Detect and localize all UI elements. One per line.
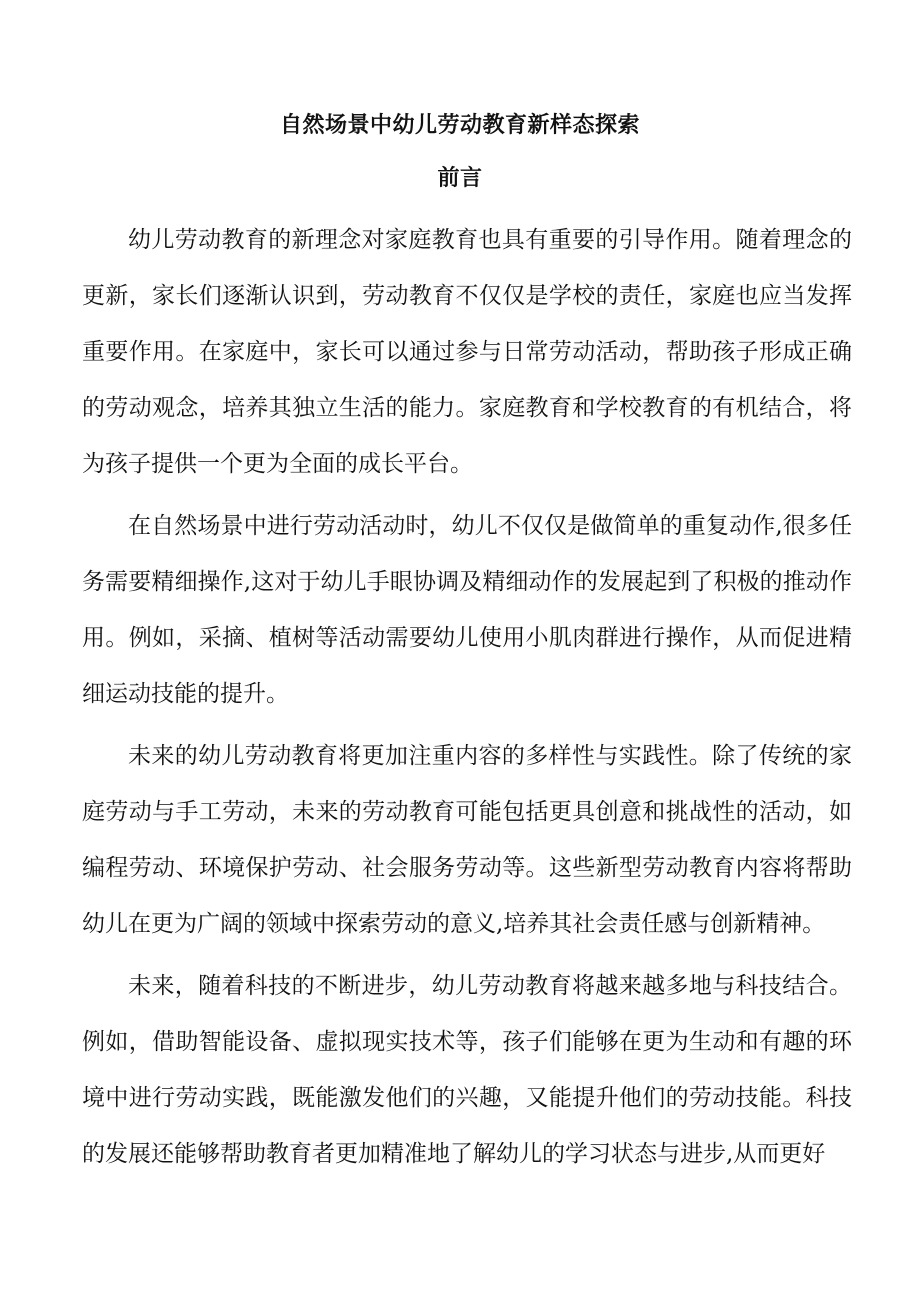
paragraph: 幼儿劳动教育的新理念对家庭教育也具有重要的引导作用。随着理念的更新，家长们逐渐认识到，劳动教育不仅仅是学校的责任，家庭也应当发挥重要作用。在家庭中，家长可以通过参与日常劳动活动，帮助孩子形成正确的劳动观念，培养其独立生活的能力。家庭教育和学校教育的有机结合，将为孩子提供一个更为全面的成长平台。 xyxy=(82,227,852,477)
document-body xyxy=(82,212,852,1188)
document-title: 自然场景中幼儿劳动教育新样态探索 xyxy=(279,113,640,138)
section-heading: 前言 xyxy=(437,166,483,191)
paragraph: 未来的幼儿劳动教育将更加注重内容的多样性与实践性。除了传统的家庭劳动与手工劳动，未来的劳动教育可能包括更具创意和挑战性的活动，如编程劳动、环境保护劳动、社会服务劳动等。这些新型劳动教育内容将帮助幼儿在更为广阔的领域中探索劳动的意义,培养其社会责任感与创新精神。 xyxy=(82,743,852,937)
paragraph: 在自然场景中进行劳动活动时，幼儿不仅仅是做简单的重复动作,很多任务需要精细操作,这对于幼儿手眼协调及精细动作的发展起到了积极的推动作用。例如，采摘、植树等活动需要幼儿使用小肌肉群进行操作，从而促进精细运动技能的提升。 xyxy=(82,513,852,707)
paragraph: 未来，随着科技的不断进步，幼儿劳动教育将越来越多地与科技结合。例如，借助智能设备、虚拟现实技术等，孩子们能够在更为生动和有趣的环境中进行劳动实践，既能激发他们的兴趣，又能提升他们的劳动技能。科技的发展还能够帮助教育者更加精准地了解幼儿的学习状态与进步,从而更好 xyxy=(82,973,852,1167)
